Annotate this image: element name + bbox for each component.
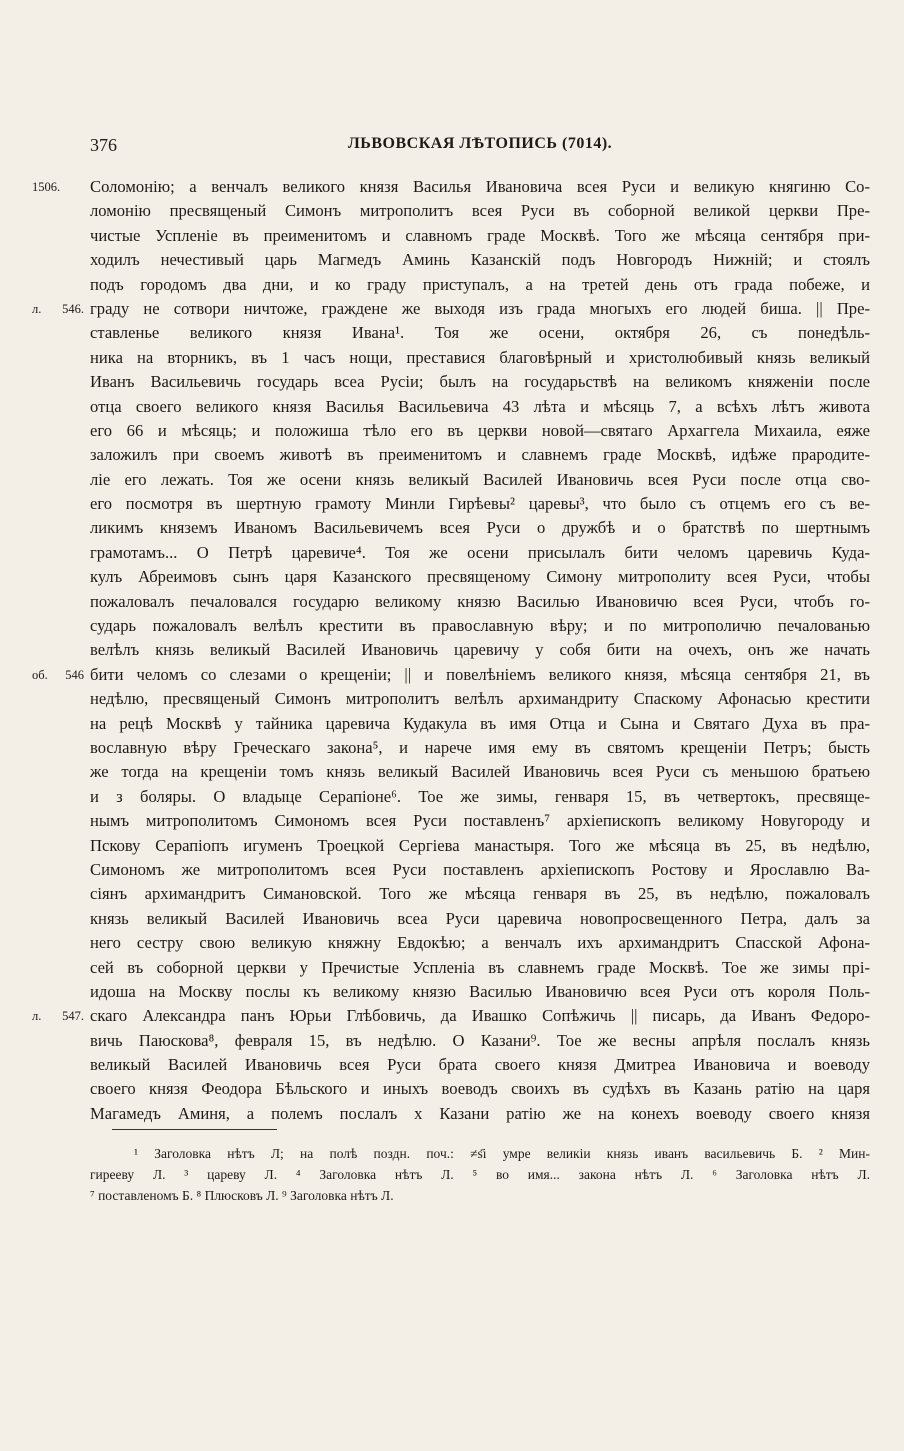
- text-line: заложилъ при своемъ животѣ въ преименитомъ и славнемъ граде Москвѣ, идѣже прародите-: [90, 445, 870, 465]
- text-line: л. 546. граду не сотвори ничтоже, граждене же выходя изъ града многыхъ его людей биша. || Пре-: [90, 297, 870, 321]
- text-line: отца своего великого князя Василья Васильевича 43 лѣта и мѣсяць 7, а всѣхъ лѣтъ живота: [90, 396, 870, 416]
- footnotes: [90, 1143, 870, 1206]
- footnote-divider: [112, 1129, 277, 1130]
- running-title: ЛЬВОВСКАЯ ЛѢТОПИСЬ (7014).: [347, 135, 613, 152]
- text-line: чистые Успленіе въ преименитомъ и славномъ граде Москвѣ. Того же мѣсяца сентября при-: [90, 225, 870, 245]
- text-line: недѣлю, пресвященый Симонъ митрополитъ велѣлъ архимандриту Спаскому Афонасью крестити: [90, 689, 870, 709]
- body-text: [32, 175, 870, 1126]
- footnote-line: ⁷ поставленомъ Б. ⁸ Плюсковъ Л. ⁹ Заголовка нѣтъ Л.: [90, 1188, 394, 1203]
- text-line: 1506. Соломонію; а венчалъ великого князя Василья Ивановича всея Руси и великую княгиню Со-: [90, 175, 870, 199]
- text-line: на рецѣ Москвѣ у тайника царевича Кудакула въ имя Отца и Сына и Святаго Духа въ пра-: [90, 713, 870, 733]
- text-line: Магамедъ Аминя, а полемъ послалъ х Казани ратію же на конехъ воеводу своего князя: [90, 1103, 870, 1123]
- text-line: нымъ митрополитомъ Симономъ всея Руси поставленъ⁷ архіепископъ великому Новугороду и: [90, 811, 870, 831]
- text-line: князь великый Василей Ивановичь всеа Руси царевича новопросвещенного Петра, далъ за: [90, 908, 870, 928]
- text-line: пожаловалъ печаловался государю великому князю Василью Ивановичю всея Руси, чтобъ го-: [90, 591, 870, 611]
- text-line: Симономъ же митрополитомъ всея Руси поставленъ архіепископъ Ростову и Ярославлю Ва-: [90, 859, 870, 879]
- text-line: вичь Паюскова⁸, февраля 15, въ недѣлю. О Казани⁹. Тое же весны апрѣля послалъ князь: [90, 1030, 870, 1050]
- text-line: и з боляры. О владыце Серапіоне⁶. Тое же зимы, генваря 15, въ четвертокъ, пресвяще-: [90, 786, 870, 806]
- footnote-line: ¹ Заголовка нѣтъ Л; на полѣ поздн. поч.: ≠ѕ҃ı умре великіи князь иванъ васильевичь Б. ² Мин-: [134, 1146, 870, 1161]
- text-line: л. 547. скаго Александра панъ Юрьи Глѣбовичь, да Ивашко Сопѣжичь || писарь, да Иванъ Федоро-: [90, 1004, 870, 1028]
- text-line: вославную вѣру Греческаго закона⁵, и нарече имя ему въ святомъ крещеніи Петръ; бысть: [90, 737, 870, 757]
- margin-note-folio: об. 546: [32, 667, 84, 682]
- text-line: подъ городомъ два дни, и ко граду приступалъ, а на третей день отъ града побеже, и: [90, 274, 870, 294]
- text-line: него сестру свою великую княжну Евдокѣю; а венчалъ ихъ архимандритъ Спасской Афона-: [90, 933, 870, 953]
- text-line: ликимъ княземъ Иваномъ Васильевичемъ всея Руси о дружбѣ и о братствѣ по шертнымъ: [90, 518, 870, 538]
- text-line: ходилъ нечестивый царь Магмедъ Аминь Казанскій подъ Новгородъ Нижній; и стоялъ: [90, 250, 870, 270]
- footnote-line: гиреeву Л. ³ цареву Л. ⁴ Заголовка нѣтъ Л. ⁵ во имя... закона нѣтъ Л. ⁶ Заголовка нѣтъ Л.: [90, 1167, 870, 1182]
- text-line: грамотамъ... О Петрѣ царевиче⁴. Тоя же осени присылалъ бити челомъ царевичь Куда-: [90, 542, 870, 562]
- text-line: ліе его лежать. Тоя же осени князь великый Василей Ивановичь всея Руси после отца сво-: [90, 469, 870, 489]
- text-line: кулъ Абреимовъ сынъ царя Казанского пресвященому Симону митрополиту всея Руси, чтобы: [90, 567, 870, 587]
- text-line: его 66 и мѣсяць; и положиша тѣло его въ церкви новой—святаго Архаггела Михаила, еяже: [90, 420, 870, 440]
- text-line: велѣлъ князь великый Василей Ивановичь царевичу у собя бити на очехъ, онъ же начать: [90, 640, 870, 660]
- text-line: его посмотря въ шертную грамоту Минли Гирѣевы² царевы³, что было съ отцемъ его съ ве-: [90, 494, 870, 514]
- text-line: сіянъ архимандритъ Симановской. Того же мѣсяца генваря въ 25, въ недѣлю, пожаловалъ: [90, 884, 870, 904]
- text-line: сей въ соборной церкви у Пречистые Успленіа въ славнемъ граде Москвѣ. Тое же зимы прі-: [90, 957, 870, 977]
- text-line: великый Василей Ивановичь всея Руси брата своего князя Дмитреа Ивановича и воеводу: [90, 1055, 870, 1075]
- text-line: своего князя Феодора Бѣльского и иныхъ воеводъ своихъ въ судѣхъ въ Казань ратію на царя: [90, 1079, 870, 1099]
- text-line: об. 546 бити челомъ со слезами о крещеніи; || и повелѣніемъ великого князя, мѣсяца сентября 21, въ: [90, 663, 870, 687]
- margin-note-year: 1506.: [32, 180, 61, 194]
- text-line: ломонію пресвященый Симонъ митрополитъ всея Руси въ соборной великой церкви Пре-: [90, 201, 870, 221]
- margin-note-folio: л. 547.: [32, 1009, 84, 1024]
- text-line: Пскову Серапіопъ игуменъ Троецкой Сергіева манастыря. Того же мѣсяца въ 25, въ недѣлю,: [90, 835, 870, 855]
- margin-note-folio: л. 546.: [32, 301, 84, 316]
- text-line: идоша на Москву послы къ великому князю Василью Ивановичю всея Руси отъ короля Поль-: [90, 981, 870, 1001]
- text-line: же тогда на крещеніи томъ князь великый Василей Ивановичь всея Руси съ меньшою братьею: [90, 762, 870, 782]
- page-number: 376: [90, 135, 117, 155]
- text-line: Иванъ Васильевичь государь всеа Русіи; былъ на государьствѣ на великомъ княженіи после: [90, 372, 870, 392]
- text-line: ставленье великого князя Ивана¹. Тоя же осени, октября 26, съ понедѣль-: [90, 323, 870, 343]
- page-header: [90, 135, 870, 161]
- text-line: сударь пожаловалъ велѣлъ крестити въ православную вѣру; и по митрополичю печалованью: [90, 616, 870, 636]
- text-line: ника на вторникъ, въ 1 часъ нощи, преставися благовѣрный и христолюбивый князь великый: [90, 347, 870, 367]
